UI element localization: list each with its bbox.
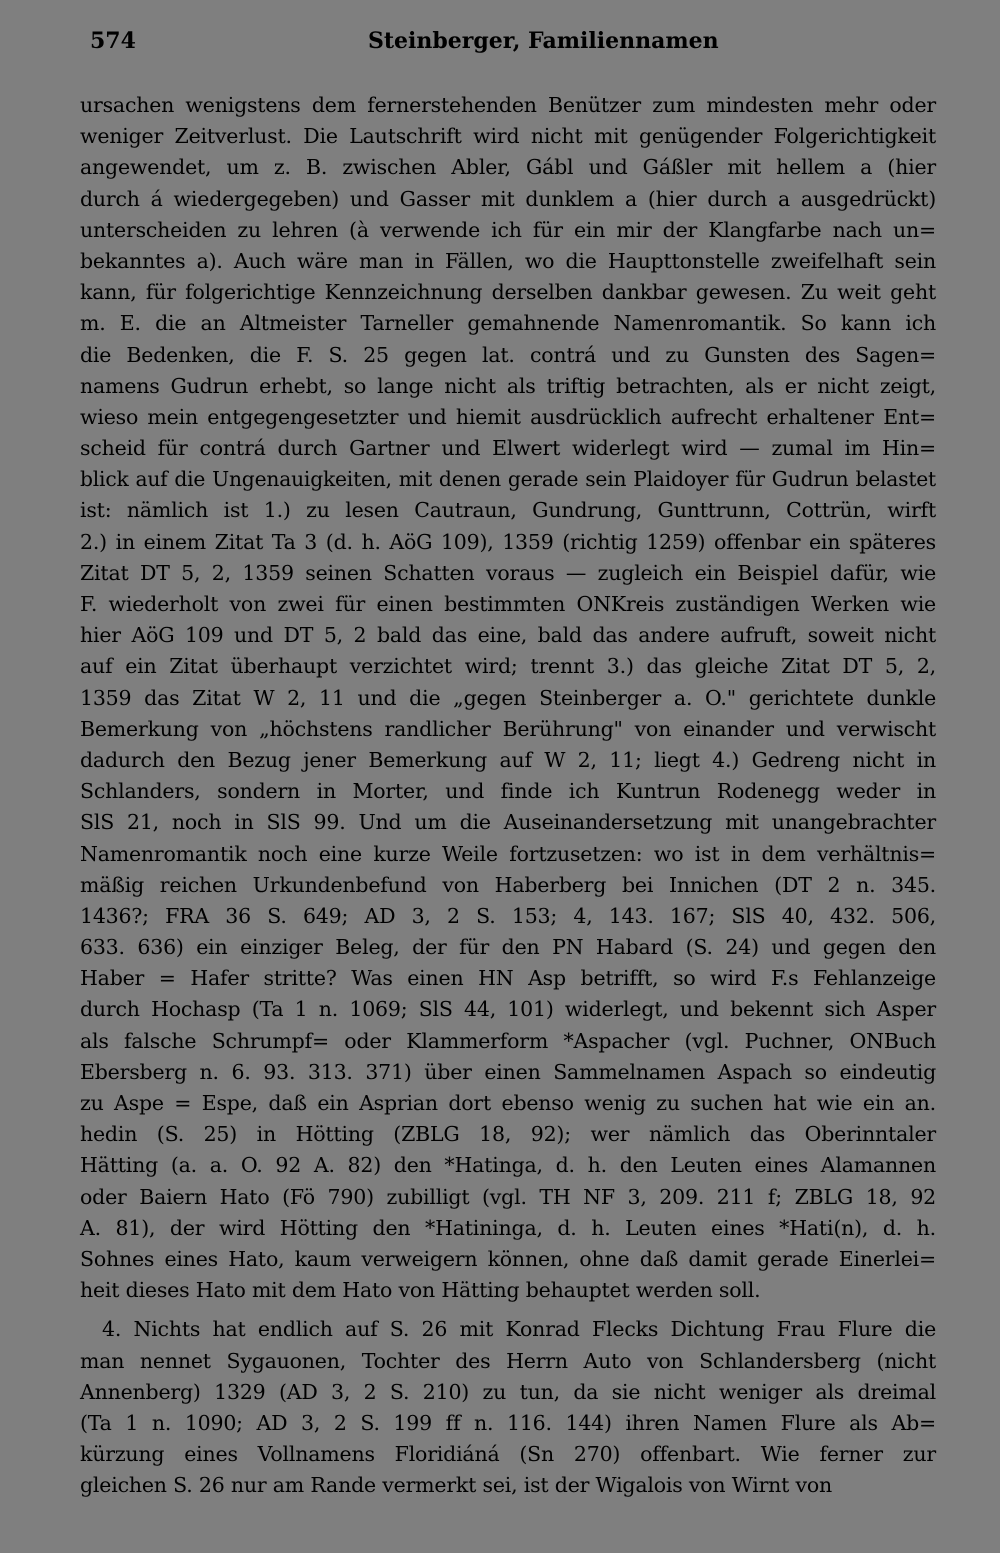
text-line: m. E. die an Altmeister Tarneller gemahnende Namenromantik. So kann ich <box>80 311 936 336</box>
text-line: oder Baiern Hato (Fö 790) zubilligt (vgl. TH NF 3, 209. 211 f; ZBLG 18, 92 <box>80 1184 936 1209</box>
text-line: (Ta 1 n. 1090; AD 3, 2 S. 199 ff n. 116. 144) ihren Namen Flure als Ab= <box>80 1410 936 1435</box>
text-line: Zitat DT 5, 2, 1359 seinen Schatten voraus — zugleich ein Beispiel dafür, wie <box>80 560 936 585</box>
text-line: namens Gudrun erhebt, so lange nicht als triftig betrachten, als er nicht zeigt, <box>80 373 936 398</box>
body-text <box>80 90 936 1501</box>
text-line: Sohnes eines Hato, kaum verweigern können, ohne daß damit gerade Einerlei= <box>80 1246 936 1271</box>
text-line: F. wiederholt von zwei für einen bestimmten ONKreis zuständigen Werken wie <box>80 592 936 616</box>
text-line: ist: nämlich ist 1.) zu lesen Cautraun, Gundrung, Gunttrunn, Cottrün, wirft <box>80 498 936 523</box>
text-line: hedin (S. 25) in Hötting (ZBLG 18, 92); wer nämlich das Oberinntaler <box>80 1122 936 1147</box>
text-line: angewendet, um z. B. zwischen Abler, Gábl und Gáßler mit hellem a (hier <box>80 155 936 180</box>
text-line: die Bedenken, die F. S. 25 gegen lat. contrá und zu Gunsten des Sagen= <box>80 342 936 367</box>
running-title: Steinberger, Familiennamen <box>368 28 719 54</box>
text-line: 2.) in einem Zitat Ta 3 (d. h. AöG 109), 1359 (richtig 1259) offenbar ein späteres <box>80 529 936 554</box>
text-line: durch Hochasp (Ta 1 n. 1069; SlS 44, 101) widerlegt, und bekennt sich Asper <box>80 997 936 1022</box>
text-line: scheid für contrá durch Gartner und Elwert widerlegt wird — zumal im Hin= <box>80 436 936 461</box>
text-line: Haber = Hafer stritte? Was einen HN Asp betrifft, so wird F.s Fehlanzeige <box>80 966 936 991</box>
paragraph <box>80 1314 936 1501</box>
text-line: wieso mein entgegengesetzter und hiemit ausdrücklich aufrecht erhaltener Ent= <box>80 404 936 429</box>
text-line: weniger Zeitverlust. Die Lautschrift wird nicht mit genügender Folgerichtigkeit <box>80 124 936 149</box>
text-line: Bemerkung von „höchstens randlicher Berührung" von einander und verwischt <box>80 716 936 741</box>
text-line: bekanntes a). Auch wäre man in Fällen, wo die Haupttonstelle zweifelhaft sein <box>80 248 936 273</box>
text-line: 4. Nichts hat endlich auf S. 26 mit Konrad Flecks Dichtung Frau Flure die <box>102 1317 936 1342</box>
text-line: Namenromantik noch eine kurze Weile fortzusetzen: wo ist in dem verhältnis= <box>80 841 936 866</box>
text-line: Annenberg) 1329 (AD 3, 2 S. 210) zu tun, da sie nicht weniger als dreimal <box>80 1379 936 1404</box>
page-header <box>86 28 936 64</box>
text-line: gleichen S. 26 nur am Rande vermerkt sei, ist der Wigalois von Wirnt von <box>80 1473 833 1498</box>
text-line: hier AöG 109 und DT 5, 2 bald das eine, bald das andere aufruft, soweit nicht <box>80 623 936 648</box>
text-line: 1436?; FRA 36 S. 649; AD 3, 2 S. 153; 4, 143. 167; SlS 40, 432. 506, <box>80 903 936 928</box>
page-number: 574 <box>90 28 136 54</box>
text-line: auf ein Zitat überhaupt verzichtet wird; trennt 3.) das gleiche Zitat DT 5, 2, <box>80 654 936 679</box>
text-line: mäßig reichen Urkundenbefund von Haberberg bei Innichen (DT 2 n. 345. <box>80 872 936 897</box>
text-line: ursachen wenigstens dem fernerstehenden Benützer zum mindesten mehr oder <box>80 93 936 117</box>
text-line: Hätting (a. a. O. 92 A. 82) den *Hatinga, d. h. den Leuten eines Alamannen <box>80 1153 936 1178</box>
text-line: unterscheiden zu lehren (à verwende ich für ein mir der Klangfarbe nach un= <box>80 217 936 242</box>
text-line: durch á wiedergegeben) und Gasser mit dunklem a (hier durch a ausgedrückt) <box>80 186 936 211</box>
text-line: kann, für folgerichtige Kennzeichnung derselben dankbar gewesen. Zu weit geht <box>80 280 936 305</box>
text-line: heit dieses Hato mit dem Hato von Hätting behauptet werden soll. <box>80 1278 761 1303</box>
paragraph-gap <box>80 1306 936 1314</box>
text-line: kürzung eines Vollnamens Floridiáná (Sn 270) offenbart. Wie ferner zur <box>80 1442 936 1467</box>
text-line: Schlanders, sondern in Morter, und finde ich Kuntrun Rodenegg weder in <box>80 779 936 804</box>
text-line: 633. 636) ein einziger Beleg, der für den PN Habard (S. 24) und gegen den <box>80 935 936 960</box>
text-line: als falsche Schrumpf= oder Klammerform *Aspacher (vgl. Puchner, ONBuch <box>80 1028 936 1053</box>
text-line: 1359 das Zitat W 2, 11 und die „gegen Steinberger a. O." gerichtete dunkle <box>80 685 936 710</box>
text-line: A. 81), der wird Hötting den *Hatininga, d. h. Leuten eines *Hati(n), d. h. <box>80 1215 936 1240</box>
paragraph <box>80 90 936 1306</box>
text-line: zu Aspe = Espe, daß ein Asprian dort ebenso wenig zu suchen hat wie ein an. <box>80 1091 936 1115</box>
text-line: SlS 21, noch in SlS 99. Und um die Auseinandersetzung mit unangebrachter <box>80 810 936 835</box>
text-line: Ebersberg n. 6. 93. 313. 371) über einen Sammelnamen Aspach so eindeutig <box>80 1059 936 1084</box>
text-line: man nennet Sygauonen, Tochter des Herrn Auto von Schlandersberg (nicht <box>80 1348 936 1373</box>
text-line: blick auf die Ungenauigkeiten, mit denen gerade sein Plaidoyer für Gudrun belastet <box>80 467 936 492</box>
text-line: dadurch den Bezug jener Bemerkung auf W 2, 11; liegt 4.) Gedreng nicht in <box>80 747 936 772</box>
